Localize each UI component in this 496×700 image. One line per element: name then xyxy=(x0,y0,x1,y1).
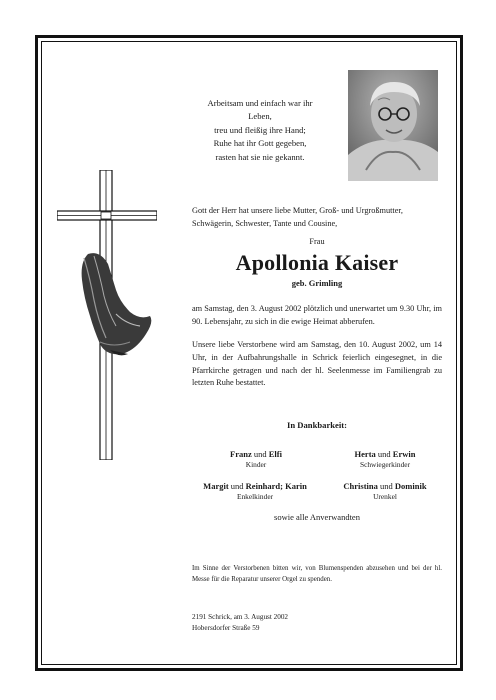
poem-line: Leben, xyxy=(248,111,272,122)
mourner-name: Margit xyxy=(203,481,229,491)
address-date-line: 2191 Schrick, am 3. August 2002 xyxy=(192,613,289,621)
death-paragraph: am Samstag, den 3. August 2002 plötzlich und unerwartet um 9.30 Uhr, im 90. Lebensjahr, zu sich in die ewige Heimat abberufen. xyxy=(192,304,442,326)
portrait-photo xyxy=(348,70,438,181)
mourner-group xyxy=(310,449,460,470)
mourner-connector: und xyxy=(380,481,393,491)
mourner-relation: Kinder xyxy=(245,460,267,469)
address-block xyxy=(192,612,392,634)
mourner-relation: Enkelkinder xyxy=(236,492,274,501)
poem-line: Ruhe hat ihr Gott gegeben, xyxy=(213,138,307,149)
mourner-relation: Urenkel xyxy=(373,492,397,501)
mourner-connector: und xyxy=(377,449,391,459)
mourner-group xyxy=(310,481,460,502)
maiden-name: geb. Grimling xyxy=(291,278,343,288)
mourner-name: Dominik xyxy=(394,481,427,491)
mourner-connector: und xyxy=(230,481,244,491)
funeral-paragraph: Unsere liebe Verstorbene wird am Samstag, den 10. August 2002, um 14 Uhr, in der Aufbahrungshalle in Schrick feierlich eingesegnet, in die Pfarrkirche getragen und nach der hl. Seelenmesse im Familiengrab zu letzten Ruhe bestattet. xyxy=(192,340,442,388)
address-street-line: Hobersdorfer Straße 59 xyxy=(192,624,260,633)
deceased-name: Apollonia Kaiser xyxy=(235,250,399,275)
mourner-name: Erwin xyxy=(392,449,416,459)
announcement-intro: Gott der Herr hat unsere liebe Mutter, Groß- und Urgroßmutter, Schwägerin, Schwester, Tante und Cousine, xyxy=(192,206,403,228)
mourner-name: Elfi xyxy=(268,449,282,459)
poem-line: rasten hat sie nie gekannt. xyxy=(215,151,305,162)
praying-hands-icon xyxy=(70,250,155,360)
mourner-name: Franz xyxy=(230,449,252,459)
poem-line: Arbeitsam und einfach war ihr xyxy=(207,98,313,108)
mourner-connector: und xyxy=(253,449,267,459)
closing-note: Im Sinne der Verstorbenen bitten wir, von Blumenspenden abzusehen und bei der hl. Messe für die Reparatur unserer Orgel zu spenden. xyxy=(192,565,442,584)
poem-line: treu und fleißig ihre Hand; xyxy=(214,124,306,135)
title-prefix: Frau xyxy=(309,237,325,246)
gratitude-heading: In Dankbarkeit: xyxy=(287,420,347,430)
mourner-name: Reinhard; Karin xyxy=(245,481,307,491)
mourner-name: Herta xyxy=(354,449,376,459)
poem xyxy=(185,97,335,164)
mourner-name: Christina xyxy=(343,481,378,491)
relatives-line: sowie alle Anverwandten xyxy=(274,512,360,522)
mourner-relation: Schwiegerkinder xyxy=(359,460,411,469)
mourner-group xyxy=(181,449,331,470)
